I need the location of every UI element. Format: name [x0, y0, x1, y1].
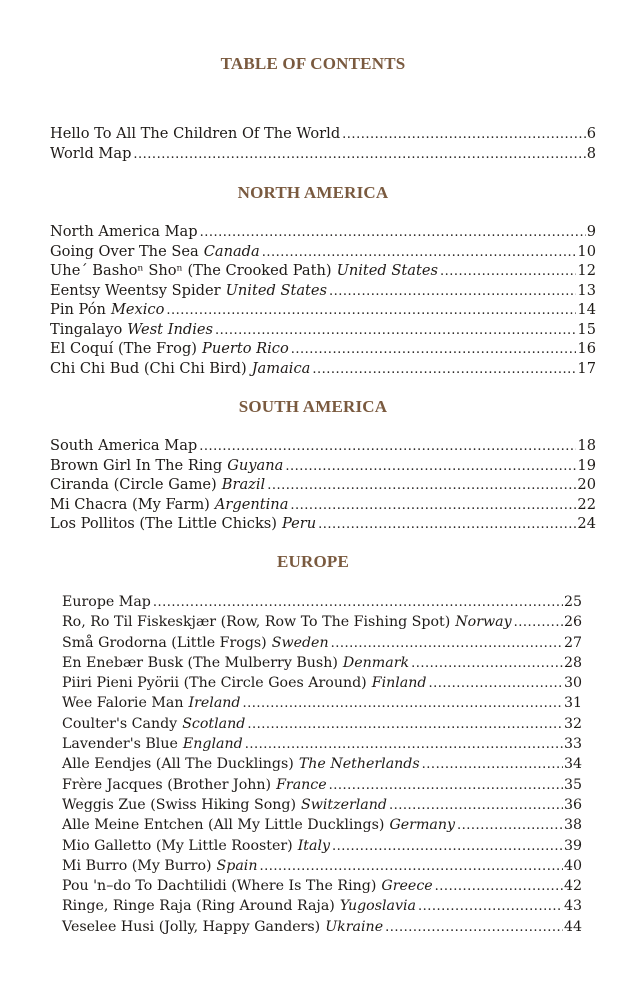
entry-country: Yugoslavia	[339, 898, 416, 915]
toc-entry	[62, 693, 582, 713]
toc-entry	[50, 281, 596, 301]
entry-page-number: 19	[577, 456, 596, 474]
toc-entry	[62, 612, 582, 632]
entry-page-number: 30	[563, 675, 582, 692]
entry-title: Brown Girl In The Ring	[50, 456, 223, 474]
toc-entry	[62, 592, 582, 612]
toc-entry	[62, 673, 582, 693]
entry-page-number: 13	[577, 281, 596, 299]
entry-page-number: 15	[577, 320, 596, 338]
entry-title: Mi Chacra (My Farm)	[50, 495, 210, 513]
entry-title: Coulter's Candy	[62, 715, 178, 732]
dot-leader	[385, 918, 563, 938]
entry-country: Mexico	[110, 301, 165, 318]
entry-title: Piiri Pieni Pyörii (The Circle Goes Around)	[62, 675, 367, 692]
dot-leader	[247, 715, 563, 735]
toc-entry	[62, 795, 582, 815]
entry-title: Weggis Zue (Swiss Hiking Song)	[62, 796, 297, 813]
entry-title: Los Pollitos (The Little Chicks)	[50, 515, 277, 532]
toc-entry	[62, 734, 582, 754]
entry-page-number: 31	[563, 695, 582, 712]
section-heading-south-america: SOUTH AMERICA	[238, 397, 388, 416]
entry-page-number: 26	[563, 614, 582, 631]
entry-country: France	[276, 776, 327, 793]
entry-country: Brazil	[221, 476, 266, 493]
dot-leader	[389, 796, 563, 816]
south-america-entries	[50, 436, 596, 534]
toc-entry	[62, 653, 582, 673]
toc-entry	[62, 876, 582, 896]
dot-leader	[291, 340, 577, 360]
entry-country: Finland	[371, 675, 427, 692]
toc-entry	[50, 261, 596, 281]
entry-page-number: 44	[563, 918, 582, 935]
entry-title: Lavender's Blue	[62, 736, 178, 753]
entry-country: Scotland	[182, 715, 246, 732]
entry-title: Pin Pón	[50, 301, 106, 318]
toc-entry	[62, 856, 582, 876]
dot-leader	[312, 360, 576, 380]
dot-leader	[166, 301, 576, 321]
entry-title: North America Map	[50, 223, 198, 240]
entry-country: Germany	[389, 817, 456, 834]
entry-page-number: 22	[577, 495, 596, 513]
dot-leader	[514, 613, 563, 633]
entry-page-number: 38	[563, 817, 582, 834]
entry-title: Mi Burro (My Burro)	[62, 857, 212, 874]
toc-entry	[62, 815, 582, 835]
entry-title: World Map	[50, 144, 132, 162]
entry-country: United States	[336, 262, 438, 279]
toc-entry	[62, 714, 582, 734]
entry-title: Eentsy Weentsy Spider	[50, 281, 221, 299]
toc-entry	[50, 436, 596, 456]
dot-leader	[411, 654, 563, 674]
entry-title: Frère Jacques (Brother John)	[62, 776, 272, 793]
dot-leader	[428, 674, 562, 694]
entry-country: The Netherlands	[298, 756, 420, 773]
entry-country: England	[182, 736, 243, 753]
entry-country: Ukraine	[325, 918, 384, 935]
entry-page-number: 28	[563, 654, 582, 671]
entry-title: Alle Meine Entchen (All My Little Ducklings)	[62, 817, 385, 834]
entry-title: Going Over The Sea	[50, 242, 199, 260]
front-entries	[50, 124, 596, 163]
entry-page-number: 8	[586, 144, 596, 162]
entry-page-number: 14	[577, 301, 596, 318]
entry-page-number: 18	[577, 437, 596, 454]
entry-title: Hello To All The Children Of The World	[50, 125, 341, 142]
dot-leader	[422, 755, 563, 775]
entry-country: Jamaica	[251, 359, 311, 377]
dot-leader	[153, 593, 563, 613]
entry-page-number: 25	[563, 594, 582, 610]
dot-leader	[259, 857, 562, 877]
entry-title: Ringe, Ringe Raja (Ring Around Raja)	[62, 898, 335, 915]
entry-title: Mio Galletto (My Little Rooster)	[62, 837, 293, 854]
entry-title: Små Grodorna (Little Frogs)	[62, 634, 267, 651]
entry-title: Europe Map	[62, 594, 151, 610]
toc-entry	[50, 222, 596, 242]
entry-country: Guyana	[227, 456, 284, 474]
toc-entry	[50, 495, 596, 515]
entry-country: Norway	[455, 614, 512, 631]
entry-title: Wee Falorie Man	[62, 695, 184, 712]
dot-leader	[440, 262, 576, 282]
entry-page-number: 12	[577, 262, 596, 279]
dot-leader	[331, 634, 563, 654]
entry-title: Ciranda (Circle Game)	[50, 476, 217, 493]
entry-title: Veselee Husi (Jolly, Happy Ganders)	[62, 918, 321, 935]
toc-entry	[50, 456, 596, 476]
entry-title: El Coquí (The Frog)	[50, 340, 197, 357]
dot-leader	[329, 282, 576, 302]
entry-page-number: 40	[563, 857, 582, 874]
toc-entry	[62, 633, 582, 653]
entry-page-number: 9	[586, 223, 596, 240]
entry-country: Spain	[216, 857, 258, 874]
toc-entry	[50, 339, 596, 359]
dot-leader	[435, 877, 563, 897]
entry-title: South America Map	[50, 437, 198, 454]
entry-page-number: 42	[563, 878, 582, 895]
entry-page-number: 10	[577, 242, 596, 260]
entry-page-number: 43	[563, 898, 582, 915]
dot-leader	[267, 476, 576, 496]
dot-leader	[262, 243, 577, 263]
dot-leader	[215, 321, 576, 341]
toc-entry	[50, 242, 596, 262]
toc-entry	[50, 359, 596, 379]
entry-title: Ro, Ro Til Fiskeskjær (Row, Row To The Fishing Spot)	[62, 614, 451, 631]
entry-country: Greece	[381, 878, 433, 895]
dot-leader	[200, 223, 586, 243]
dot-leader	[285, 457, 576, 477]
toc-entry	[50, 514, 596, 534]
entry-page-number: 27	[563, 634, 582, 651]
dot-leader	[243, 694, 563, 714]
entry-page-number: 16	[577, 340, 596, 357]
toc-entry	[50, 475, 596, 495]
dot-leader	[329, 776, 563, 796]
entry-country: Puerto Rico	[202, 340, 289, 357]
entry-country: Sweden	[271, 634, 329, 651]
page-title: TABLE OF CONTENTS	[220, 54, 406, 73]
dot-leader	[457, 816, 563, 836]
dot-leader	[418, 897, 563, 917]
dot-leader	[245, 735, 563, 755]
toc-entry	[50, 320, 596, 340]
entry-country: Denmark	[342, 654, 410, 671]
toc-entry	[62, 917, 582, 937]
toc-entry	[50, 144, 596, 164]
toc-entry	[62, 775, 582, 795]
entry-country: Ireland	[188, 695, 241, 712]
entry-page-number: 35	[563, 776, 582, 793]
section-heading-north-america: NORTH AMERICA	[237, 183, 389, 202]
entry-page-number: 34	[563, 756, 582, 773]
north-america-entries	[50, 222, 596, 378]
dot-leader	[133, 145, 585, 165]
toc-entry	[62, 754, 582, 774]
entry-page-number: 17	[577, 359, 596, 377]
entry-title: Pou 'n–do To Dachtilidi (Where Is The Ring)	[62, 878, 377, 895]
toc-entry	[50, 124, 596, 144]
entry-page-number: 32	[563, 715, 582, 732]
entry-title: Chi Chi Bud (Chi Chi Bird)	[50, 359, 247, 377]
entry-page-number: 39	[563, 837, 582, 854]
entry-country: Argentina	[214, 495, 289, 513]
entry-country: Canada	[203, 242, 260, 260]
dot-leader	[290, 496, 576, 516]
toc-entry	[62, 836, 582, 856]
dot-leader	[318, 515, 576, 535]
dot-leader	[342, 125, 586, 145]
entry-country: Italy	[297, 837, 331, 854]
dot-leader	[199, 437, 576, 457]
entry-title: Uhe´ Bashoⁿ Shoⁿ (The Crooked Path)	[50, 262, 332, 279]
entry-title: Tingalayo	[50, 320, 123, 338]
entry-title: En Enebær Busk (The Mulberry Bush)	[62, 654, 338, 671]
europe-entries	[62, 592, 582, 937]
entry-country: West Indies	[127, 320, 213, 338]
entry-page-number: 20	[577, 476, 596, 493]
toc-entry	[62, 896, 582, 916]
entry-country: United States	[225, 281, 328, 299]
section-heading-europe: EUROPE	[276, 552, 350, 571]
entry-country: Peru	[281, 515, 317, 532]
entry-title: Alle Eendjes (All The Ducklings)	[62, 756, 294, 773]
entry-page-number: 24	[577, 515, 596, 532]
entry-page-number: 6	[586, 125, 596, 142]
dot-leader	[332, 837, 563, 857]
entry-page-number: 36	[563, 796, 582, 813]
toc-entry	[50, 300, 596, 320]
entry-page-number: 33	[563, 736, 582, 753]
entry-country: Switzerland	[301, 796, 387, 813]
